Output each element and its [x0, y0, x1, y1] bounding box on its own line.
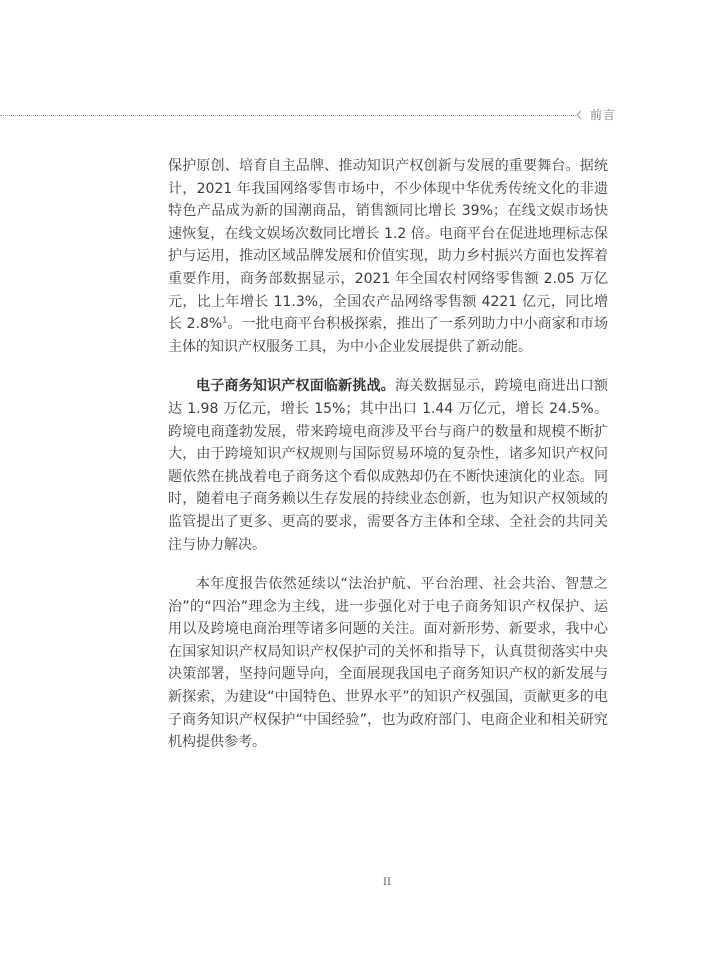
paragraph-3-text: 本年度报告依然延续以“法治护航、平台治理、社会共治、智慧之治”的“四治”理念为主线，进一步强化对于电子商务知识产权保护、运用以及跨境电商治理等诸多问题的关注。面对新形势、新要求，我中心在国家知识产权局知识产权保护司的关怀和指导下，认真贯彻落实中央决策部署，坚持问题导向，全面展现我国电子商务知识产权的新发展与新探索，为建设“中国特色、世界水平”的知识产权强国，贡献更多的电子商务知识产权保护“中国经验”，也为政府部门、电商企业和相关研究机构提供参考。	[168, 576, 608, 751]
section-label: 前言	[590, 108, 617, 122]
paragraph-3	[168, 573, 608, 754]
header-dotted-rule	[0, 115, 576, 116]
body-text	[168, 155, 608, 771]
footnote-marker: 1	[222, 315, 228, 325]
chevron-left-icon	[575, 110, 583, 120]
paragraph-1-text: 保护原创、培育自主品牌、推动知识产权创新与发展的重要舞台。据统计，2021 年我国网络零售市场中，不少体现中华优秀传统文化的非遗特色产品成为新的国潮商品，销售额同比增长 39%；在线文娱市场快速恢复，在线文娱场次数同比增长 1.2 倍。电商平台在促进地理标志保护与运用，推动区域品牌发展和价值实现，助力乡村振兴方面也发挥着重要作用，商务部数据显示，2021 年全国农村网络零售额 2.05 万亿元，比上年增长 11.3%，全国农产品网络零售额 4221 亿元，同比增长 2.8%	[168, 158, 608, 333]
paragraph-2-lead: 电子商务知识产权面临新挑战。	[196, 378, 395, 395]
paragraph-1	[168, 155, 608, 358]
paragraph-1-text-after: 。一批电商平台积极探索，推出了一系列助力中小商家和市场主体的知识产权服务工具，为中小企业发展提供了新动能。	[168, 316, 608, 355]
page-number: II	[383, 877, 391, 888]
paragraph-2	[168, 375, 608, 556]
paragraph-2-text: 海关数据显示，跨境电商进出口额达 1.98 万亿元，增长 15%；其中出口 1.44 万亿元，增长 24.5%。跨境电商蓬勃发展，带来跨境电商涉及平台与商户的数量和规模不断扩大，由于跨境知识产权规则与国际贸易环境的复杂性，诸多知识产权问题依然在挑战着电子商务这个看似成熟却仍在不断快速演化的业态。同时，随着电子商务赖以生存发展的持续业态创新，也为知识产权领域的监管提出了更多、更高的要求，需要各方主体和全球、全社会的共同关注与协力解决。	[168, 378, 608, 553]
